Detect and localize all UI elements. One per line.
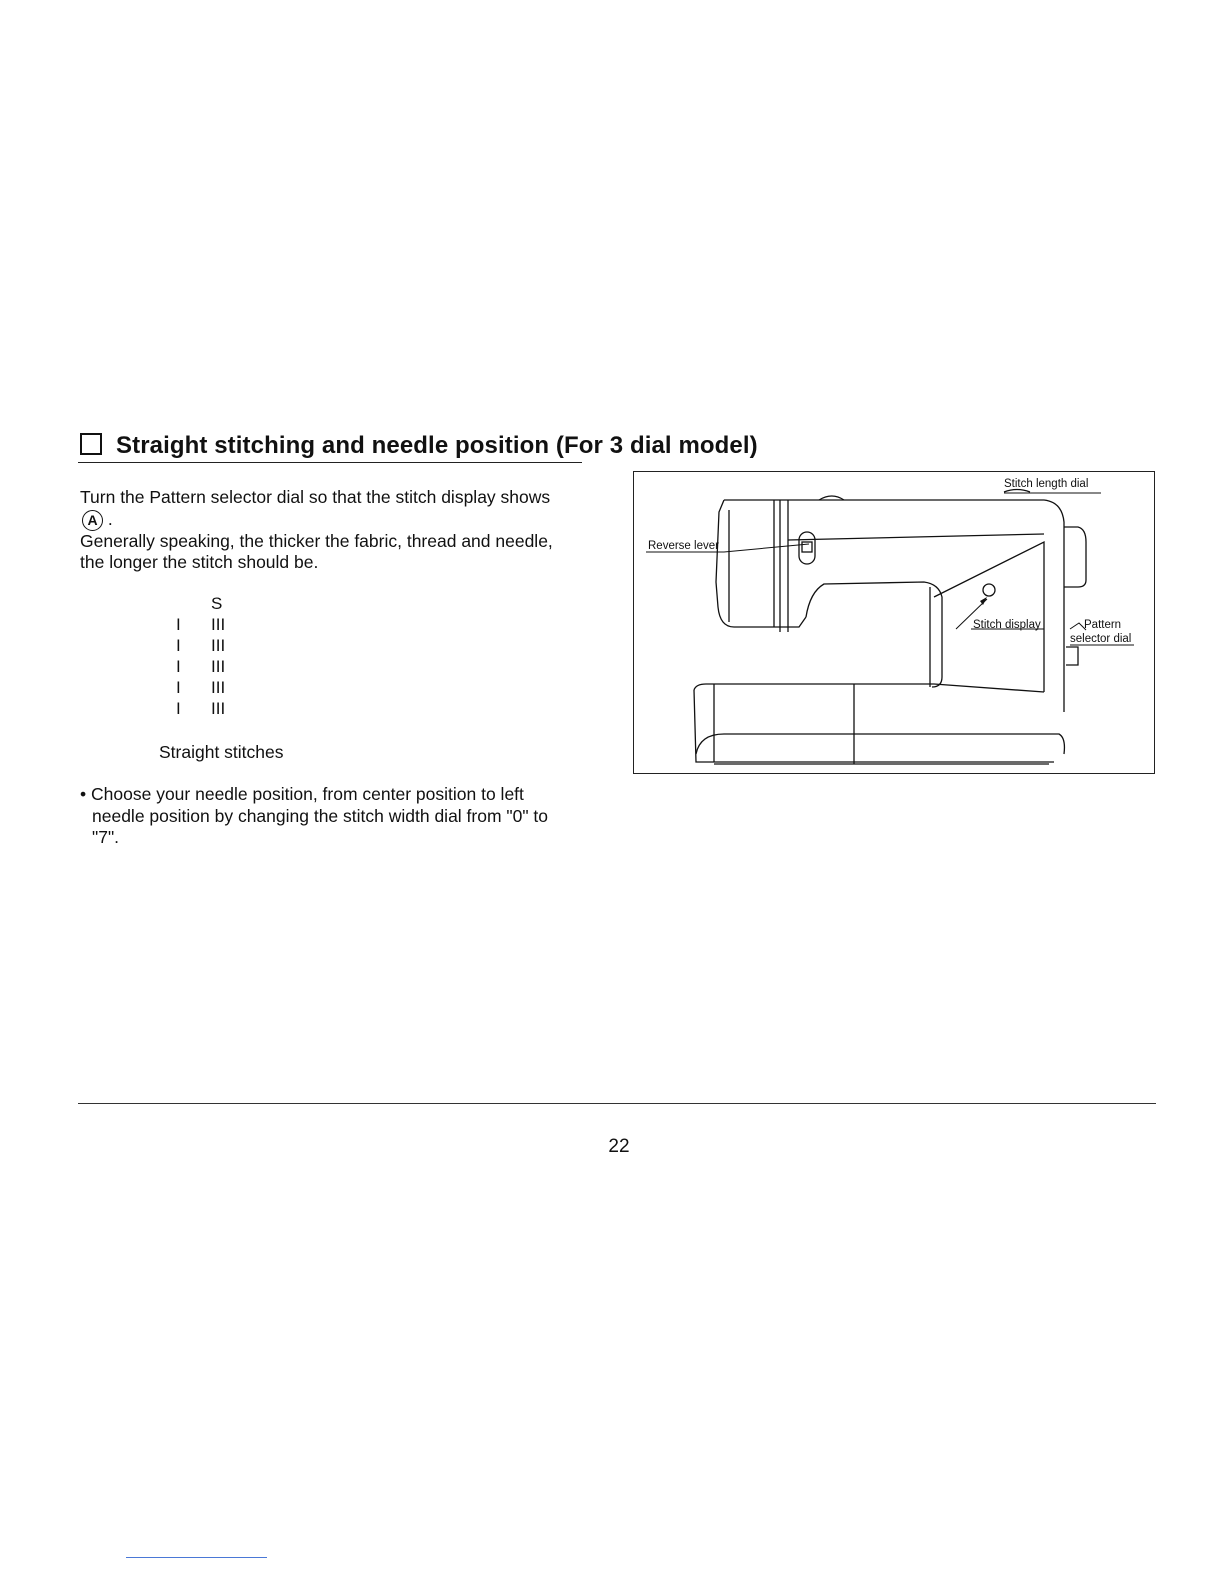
stitch-left-2: I [176, 636, 181, 655]
intro-line-3: the longer the stitch should be. [80, 552, 319, 572]
label-pattern-line-1: Pattern [1084, 619, 1122, 631]
bullet-text-1: Choose your needle position, from center position to left [91, 784, 524, 804]
section-heading [78, 432, 758, 463]
label-stitch-length-dial: Stitch length dial [1004, 478, 1089, 490]
bullet-line-2: needle position by changing the stitch width dial from "0" to [92, 805, 549, 826]
intro-line-1: Turn the Pattern selector dial so that the stitch display shows [80, 487, 551, 507]
scan-artifact-line [126, 1557, 267, 1558]
section-title: Straight stitching and needle position (For 3 dial model) [116, 432, 758, 459]
stitch-right-2: III [211, 636, 226, 655]
stitch-right-1: III [211, 615, 226, 634]
stitch-right-5: III [211, 699, 226, 718]
arrow-head-icon [980, 597, 987, 605]
label-stitch-display: Stitch display [973, 619, 1041, 631]
label-reverse-lever: Reverse lever [648, 540, 719, 552]
label-pattern-line-2: selector dial [1070, 633, 1132, 645]
footer-rule [78, 1103, 1156, 1104]
intro-symbol-line [80, 509, 590, 531]
symbol-suffix: . [107, 508, 113, 529]
bullet-line-1 [80, 784, 590, 806]
sewing-machine-figure [633, 471, 1155, 774]
stitch-caption: Straight stitches [159, 742, 284, 762]
bullet-line-3: "7". [92, 827, 120, 847]
sewing-machine-illustration [634, 472, 1154, 773]
stitch-header: S [211, 594, 223, 613]
stitch-left-4: I [176, 678, 181, 697]
stitch-left-5: I [176, 699, 181, 718]
stitch-left-1: I [176, 615, 181, 634]
stitch-left-3: I [176, 657, 181, 676]
page-number: 22 [608, 1136, 630, 1157]
stitch-right-3: III [211, 657, 226, 676]
bullet-marker: • [80, 784, 87, 804]
circled-a-symbol: A [82, 510, 103, 531]
stitch-right-4: III [211, 678, 226, 697]
intro-paragraph [80, 487, 590, 574]
checkbox-square-icon [80, 433, 102, 455]
needle-position-bullet [80, 784, 590, 849]
intro-line-2: Generally speaking, the thicker the fabric, thread and needle, [80, 530, 553, 551]
